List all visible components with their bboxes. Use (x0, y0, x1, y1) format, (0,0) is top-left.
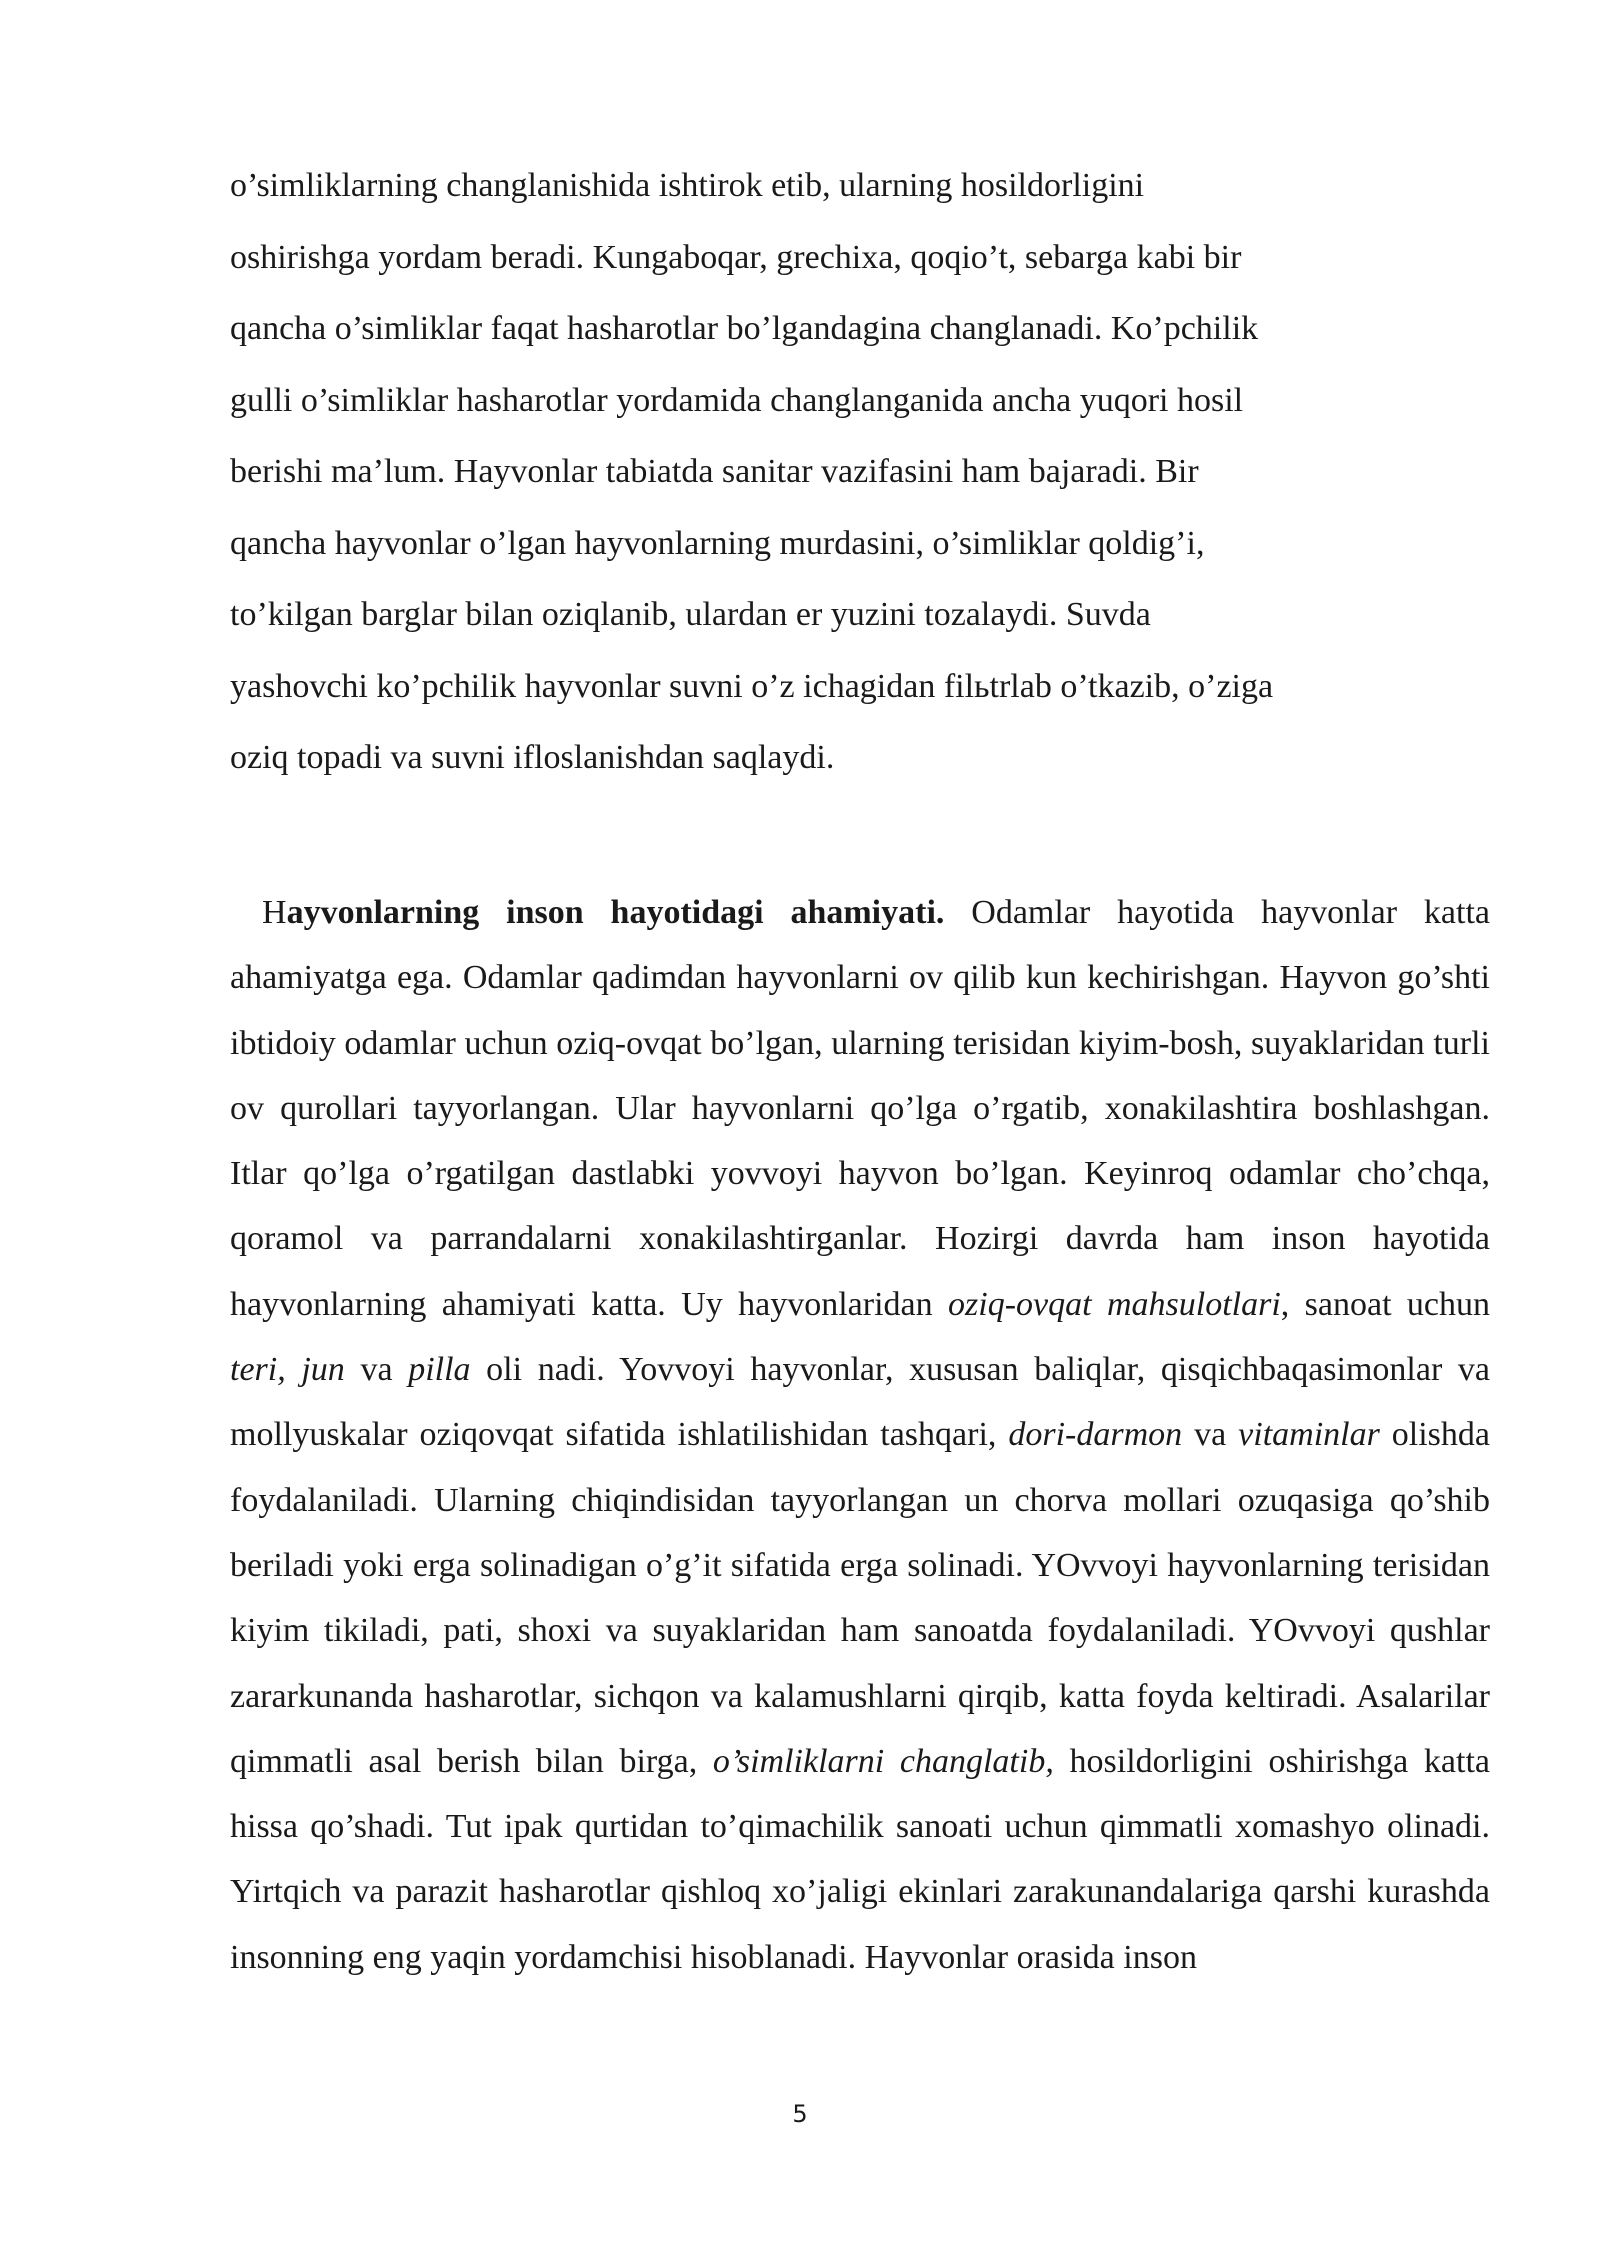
text-run: hosildorligini oshirishga katta hissa qo’shadi. Tut ipak qurtidan to’qimachilik sanoati uchun qimmatli xomashyo olinadi. Yirtqich va parazit hasharotlar qishloq xo’jaligi ekinlari zarakunandalariga qarshi kurashda insonning eng yaqin yordamchisi hisoblanadi. Hayvonlar orasida inson (230, 1742, 1490, 1976)
page-number: 5 (792, 2100, 808, 2128)
text-line: yashovchi ko’pchilik hayvonlar suvni o’z ichagidan filьtrlab o’tkazib, o’ziga (230, 667, 1274, 705)
paragraph-animal-importance (230, 880, 1490, 1990)
italic-term: oziq-ovqat mahsulotlari (948, 1285, 1281, 1323)
italic-term: dori-darmon (1008, 1416, 1183, 1454)
text-line: oshirishga yordam beradi. Kungaboqar, grechixa, qoqio’t, sebarga kabi bir (230, 238, 1242, 276)
italic-term: pilla (408, 1351, 471, 1389)
italic-term: vitaminlar (1238, 1416, 1380, 1454)
text-run: , sanoat uchun (1280, 1285, 1490, 1323)
text-line: qancha o’simliklar faqat hasharotlar bo’lgandagina changlanadi. Ko’pchilik (230, 310, 1259, 347)
text-run: va (344, 1351, 409, 1389)
text-run: olishda foydalaniladi. Ularning chiqindisidan tayyorlangan un chorva mollari ozuqasiga qo’shib beriladi yoki erga solinadigan o’g’it sifatida erga solinadi. YOvvoyi hayvonlarning terisidan kiyim tikiladi, pati, shoxi va suyaklaridan ham sanoatda foydalaniladi. YOvvoyi qushlar zararkunanda hasharotlar, sichqon va kalamushlarni qirqib, katta foyda keltiradi. Asalarilar qimmatli asal berish bilan birga, (230, 1416, 1490, 1780)
text-line: berishi ma’lum. Hayvonlar tabiatda sanitar vazifasini ham bajaradi. Bir (230, 453, 1199, 490)
heading-first-letter: H (262, 894, 287, 931)
text-line: to’kilgan barglar bilan oziqlanib, ulardan er yuzini tozalaydi. Suvda (230, 596, 1151, 633)
text-line: o’simliklarning changlanishida ishtirok etib, ularning hosildorligini (230, 167, 1145, 204)
text-run: va (1182, 1416, 1239, 1454)
italic-term: o’simliklarni changlatib, (712, 1742, 1054, 1780)
section-heading: ayvonlarning inson hayotidagi ahamiyati. (286, 894, 945, 931)
text-line: qancha hayvonlar o’lgan hayvonlarning murdasini, o’simliklar qoldig’i, (230, 524, 1205, 562)
text-run: oli nadi. Yovvoyi hayvonlar, xususan baliqlar, qisqichbaqasimonlar va mollyuskalar oziqovqat sifatida ishlatilishidan tashqari, (230, 1351, 1491, 1454)
paragraph-continuation (230, 150, 1490, 794)
text-run: Odamlar hayotida hayvonlar katta ahamiyatga ega. Odamlar qadimdan hayvonlarni ov qilib kun kechirishgan. Hayvon go’shti ibtidoiy odamlar uchun oziq-ovqat bo’lgan, ularning terisidan kiyim-bosh, suyaklaridan turli ov qurollari tayyorlangan. Ular hayvonlarni qo’lga o’rgatib, xonakilashtira boshlashgan. Itlar qo’lga o’rgatilgan dastlabki yovvoyi hayvon bo’lgan. Keyinroq odamlar cho’chqa, qoramol va parrandalarni xonakilashtirganlar. Hozirgi davrda ham inson hayotida hayvonlarning ahamiyati katta. Uy hayvonlaridan (230, 894, 1490, 1323)
text-line: gulli o’simliklar hasharotlar yordamida changlanganida ancha yuqori hosil (230, 381, 1244, 419)
italic-term: teri, jun (230, 1351, 345, 1389)
text-line: oziq topadi va suvni ifloslanishdan saqlaydi. (230, 739, 835, 776)
